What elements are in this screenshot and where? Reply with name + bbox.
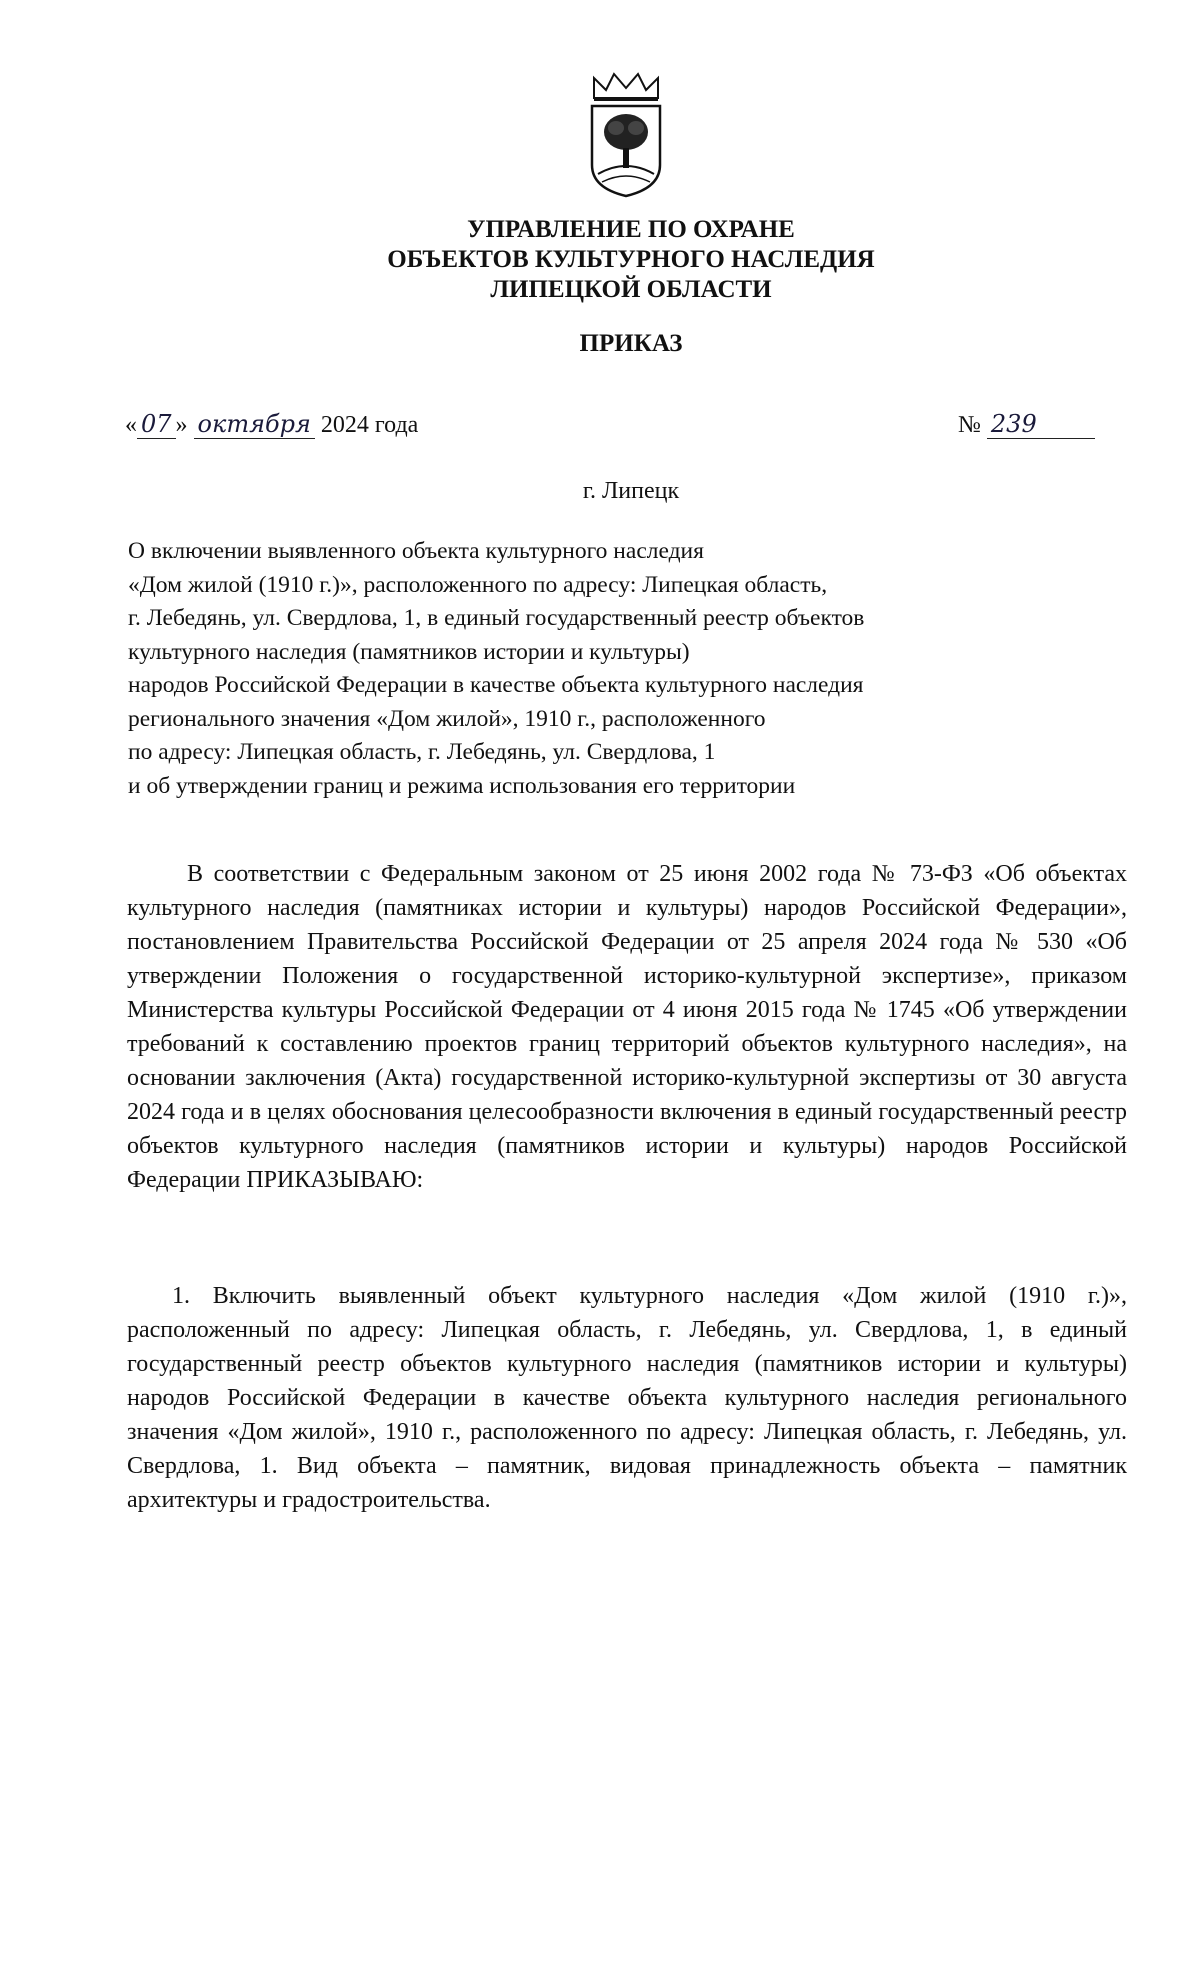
subject-line: О включении выявленного объекта культурного наследия bbox=[128, 538, 704, 564]
lipetsk-coat-of-arms-icon bbox=[586, 70, 666, 200]
org-line-3: ЛИПЕЦКОЙ ОБЛАСТИ bbox=[490, 276, 772, 303]
subject-line: и об утверждении границ и режима использования его территории bbox=[128, 772, 796, 799]
subject-line: регионального значения «Дом жилой», 1910 г., расположенного bbox=[128, 705, 766, 732]
order-item-1: 1. Включить выявленный объект культурного наследия «Дом жилой (1910 г.)», расположенный по адресу: Липецкая область, г. Лебедянь, ул. Свердлова, 1, в единый государственный реестр объектов культурного наследия (памятников истории и культуры) народов Российской Федерации в качестве объекта культурного наследия регионального значения «Дом жилой», 1910 г., расположенного по адресу: Липецкая область, г. Лебедянь, ул. Свердлова, 1. Вид объекта – памятник, видовая принадлежность объекта – памятник архитектуры и градостроительства. bbox=[127, 1283, 1127, 1513]
org-line-1: УПРАВЛЕНИЕ ПО ОХРАНЕ bbox=[467, 216, 795, 243]
preamble-paragraph: В соответствии с Федеральным законом от 25 июня 2002 года № 73-ФЗ «Об объектах культурного наследия (памятниках истории и культуры) народов Российской Федерации», постановлением Правительства Российской Федерации от 25 апреля 2024 года № 530 «Об утверждении Положения о государственной историко-культурной экспертизе», приказом Министерства культуры Российской Федерации от 4 июня 2015 года № 1745 «Об утверждении требований к составлению проектов границ территорий объектов культурного наследия», на основании заключения (Акта) государственной историко-культурной экспертизы от 30 августа 2024 года и в целях обоснования целесообразности включения в единый государственный реестр объектов культурного наследия (памятников истории и культуры) народов Российской Федерации ПРИКАЗЫВАЮ: bbox=[127, 861, 1127, 1193]
date-day: 07 bbox=[137, 410, 176, 439]
date-year: 2024 года bbox=[320, 412, 419, 438]
document-type-title: ПРИКАЗ bbox=[579, 330, 683, 357]
subject-line: г. Лебедянь, ул. Свердлова, 1, в единый государственный реестр объектов bbox=[128, 605, 865, 631]
subject-line: народов Российской Федерации в качестве объекта культурного наследия bbox=[128, 672, 864, 698]
order-date bbox=[125, 410, 418, 439]
date-open-quote: « bbox=[125, 412, 137, 438]
date-month: октября bbox=[194, 410, 315, 439]
subject-line: культурного наследия (памятников истории и культуры) bbox=[128, 638, 690, 665]
city-name: г. Липецк bbox=[582, 478, 680, 504]
order-number bbox=[958, 410, 1095, 439]
date-close-quote: » bbox=[175, 412, 188, 438]
organization-name bbox=[200, 215, 1062, 305]
subject-line: по адресу: Липецкая область, г. Лебедянь, ул. Свердлова, 1 bbox=[128, 739, 716, 765]
order-subject bbox=[128, 535, 1028, 803]
order-number-label: № bbox=[958, 412, 981, 438]
order-number-value: 239 bbox=[987, 410, 1095, 439]
subject-line: «Дом жилой (1910 г.)», расположенного по адресу: Липецкая область, bbox=[128, 571, 828, 598]
org-line-2: ОБЪЕКТОВ КУЛЬТУРНОГО НАСЛЕДИЯ bbox=[387, 246, 875, 273]
